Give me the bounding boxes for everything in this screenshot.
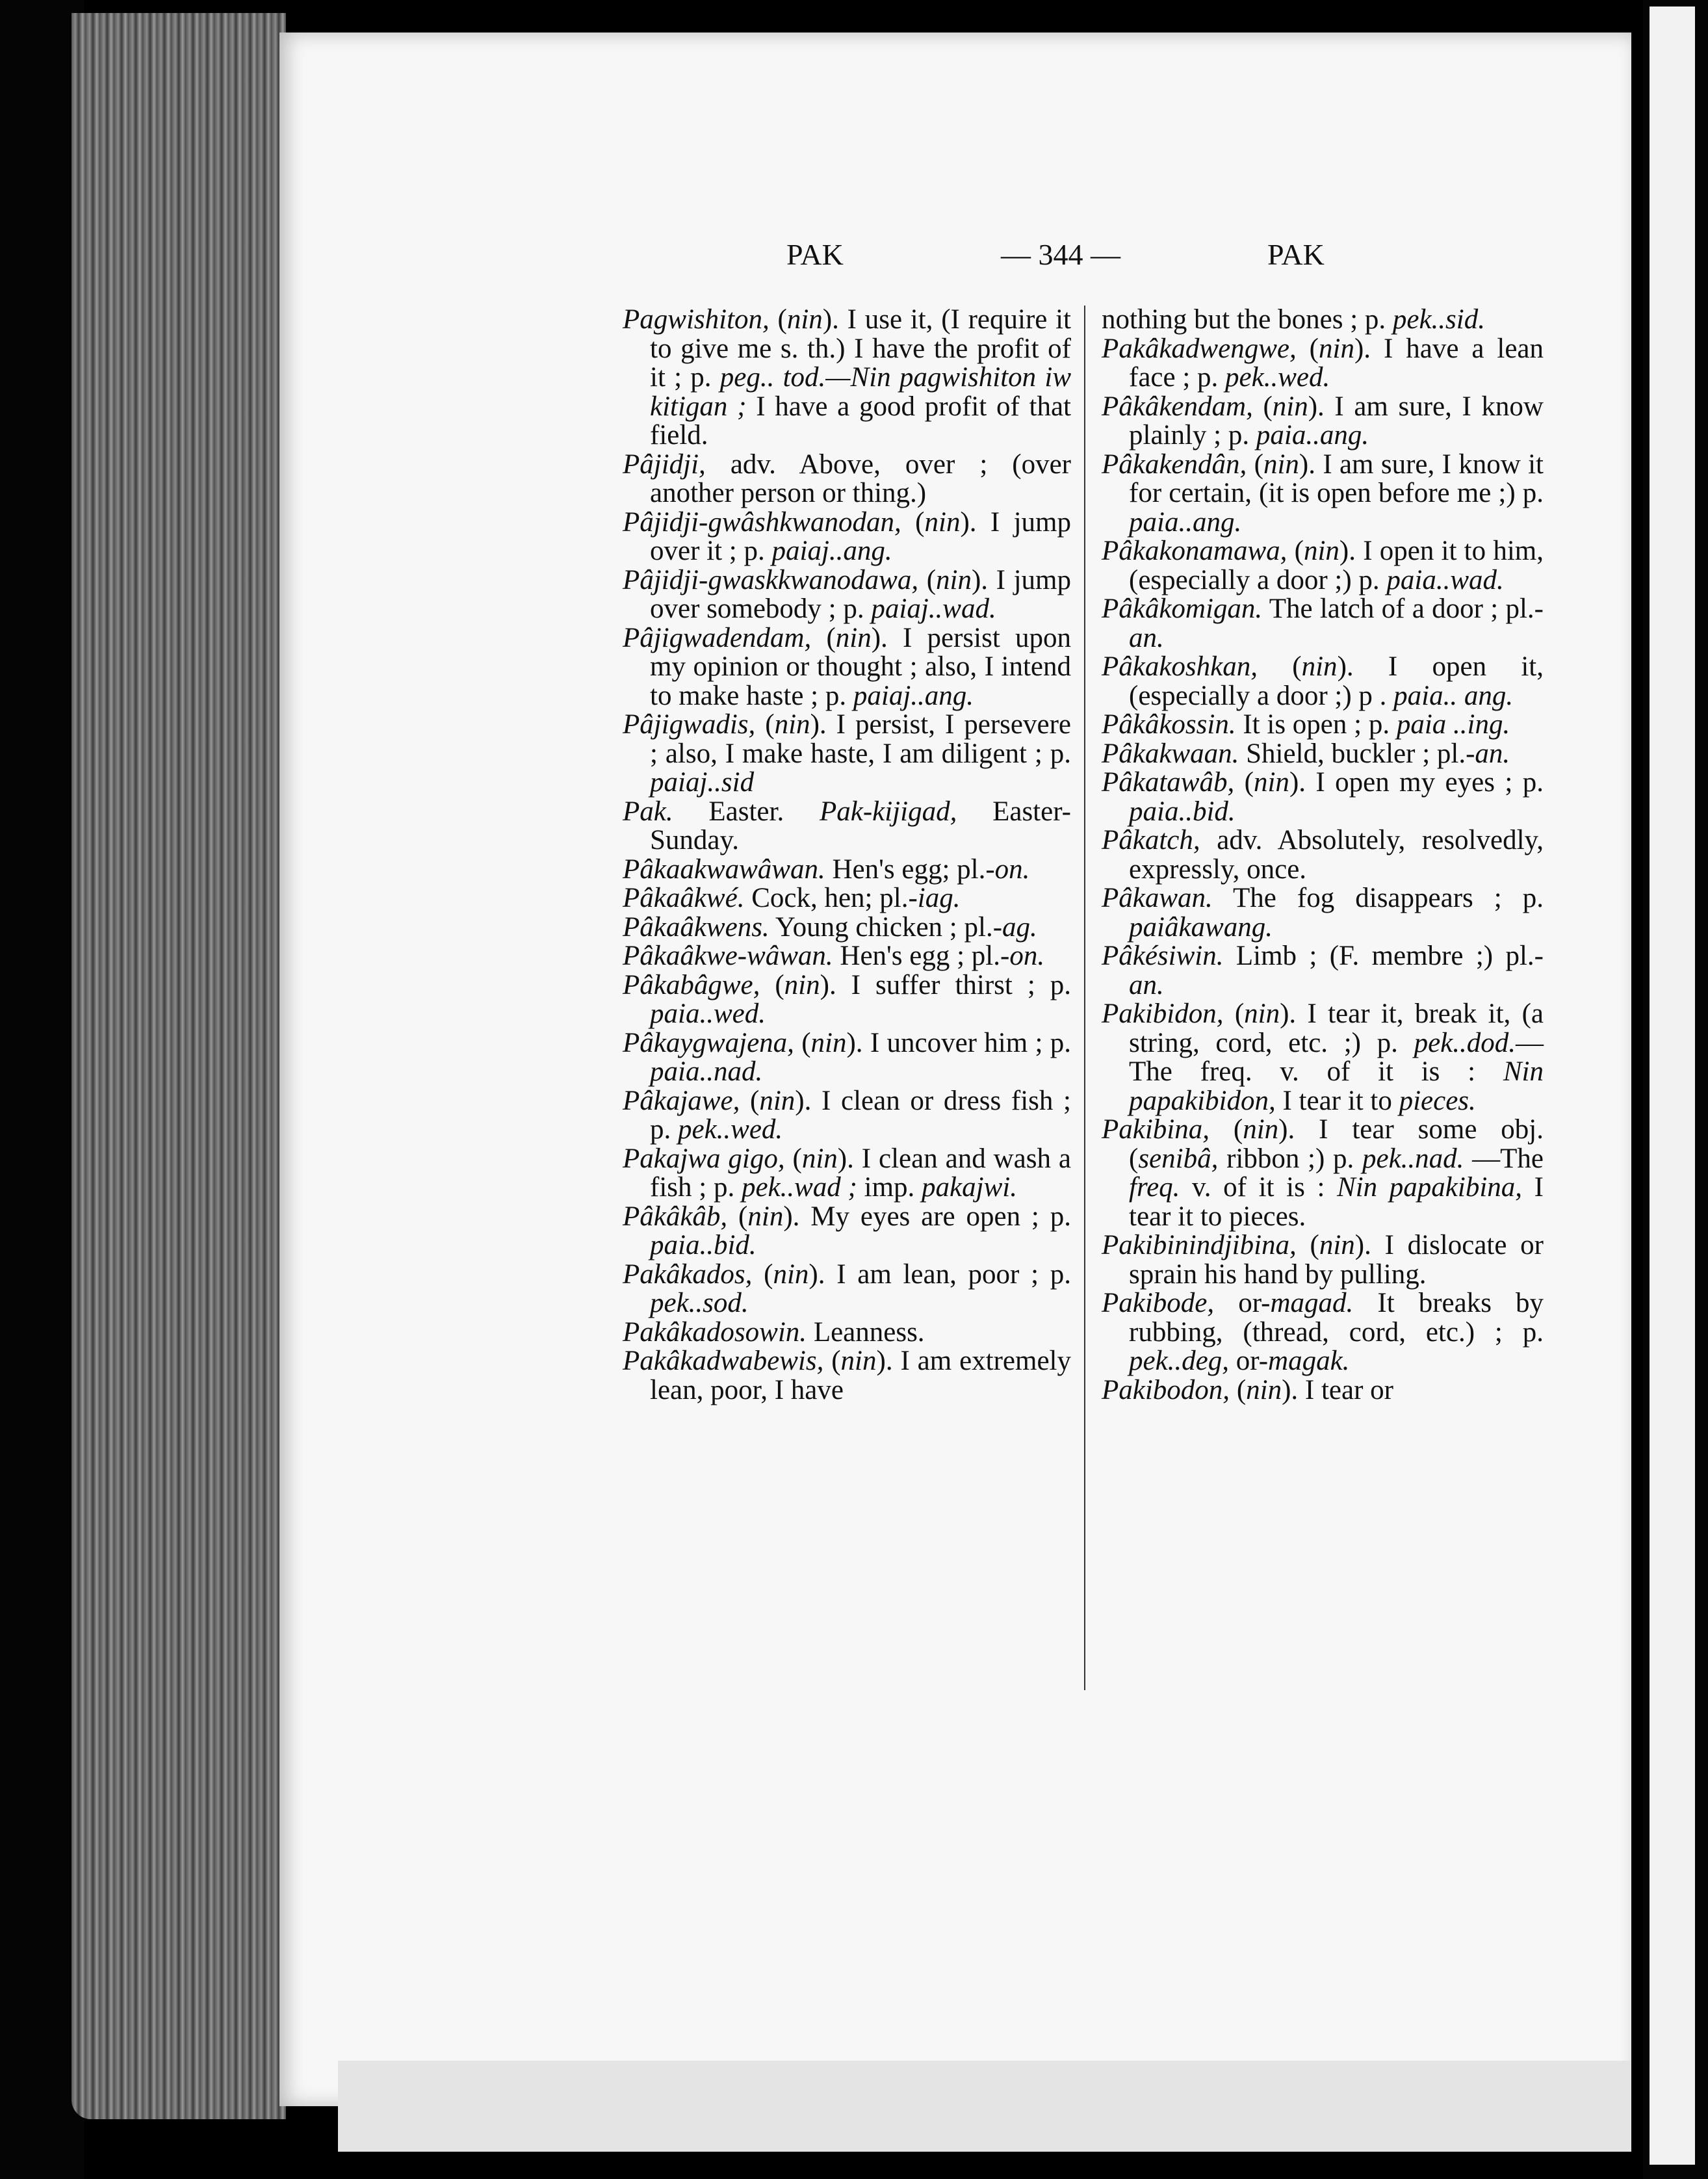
- italic-text: Pâkaâkwé.: [623, 883, 745, 913]
- italic-text: nin: [773, 1259, 809, 1290]
- italic-text: nin: [810, 1027, 847, 1058]
- dictionary-entry: [623, 508, 1071, 566]
- italic-text: Pâkakonamawa,: [1102, 536, 1287, 566]
- dictionary-entry: [1102, 335, 1544, 393]
- italic-text: nin: [784, 969, 820, 1000]
- italic-text: Pâjigwadis,: [623, 709, 756, 740]
- entry-text: ). I am lean, poor ; p.: [809, 1259, 1071, 1290]
- italic-text: nin: [840, 1346, 877, 1376]
- entry-text: or-: [1214, 1288, 1271, 1318]
- right-column: [1102, 306, 1544, 1405]
- italic-text: pek..deg,: [1129, 1346, 1230, 1376]
- entry-text: v. of it is :: [1180, 1172, 1338, 1203]
- entry-text: (: [752, 1259, 773, 1290]
- italic-text: paia..ang.: [1256, 420, 1369, 450]
- entry-text: (: [1234, 767, 1254, 798]
- entry-text: adv. Absolutely, resolvedly, expressly, once.: [1129, 825, 1544, 885]
- italic-text: -iag.: [908, 883, 961, 913]
- italic-text: Pak-kijigad,: [819, 796, 957, 827]
- italic-text: Pâkaakwawâwan.: [623, 854, 825, 885]
- entry-text: ). I jump over somebody ; p.: [650, 564, 1071, 624]
- italic-text: nin: [801, 1143, 838, 1174]
- italic-text: pieces.: [1399, 1085, 1476, 1116]
- italic-text: Pakibidon,: [1102, 998, 1224, 1029]
- italic-text: Pakâkadwabewis,: [623, 1346, 824, 1376]
- dictionary-entry: [1102, 653, 1544, 711]
- dictionary-entry: [1102, 450, 1544, 538]
- italic-text: nin: [1319, 1230, 1355, 1260]
- italic-text: -an.: [1129, 594, 1544, 653]
- italic-text: freq.: [1129, 1172, 1180, 1203]
- entry-text: (: [1223, 998, 1245, 1029]
- dictionary-entry: [623, 1260, 1071, 1318]
- entry-text: adv. Above, over ; (over another person or thing.): [650, 449, 1071, 508]
- entry-text: (: [823, 1346, 841, 1376]
- italic-text: Pâkawan.: [1102, 883, 1213, 913]
- entry-text: Young chicken ; pl.: [769, 911, 993, 943]
- entry-text: ). I persist upon my opinion or thought ; also, I intend to make haste ; p.: [650, 622, 1071, 711]
- italic-text: pek..dod.: [1414, 1027, 1516, 1058]
- italic-text: paia.. ang.: [1393, 680, 1514, 711]
- italic-text: Nin papakibidon,: [1129, 1056, 1544, 1116]
- entry-text: ). I am extremely lean, poor, I have: [650, 1346, 1071, 1405]
- dictionary-entry: [623, 711, 1071, 798]
- italic-text: paia..bid.: [650, 1230, 757, 1260]
- dictionary-entry: [623, 1318, 1071, 1348]
- entry-text: (: [727, 1201, 748, 1232]
- italic-text: nin: [1244, 998, 1280, 1029]
- running-head-right: PAK: [1267, 238, 1325, 271]
- italic-text: Pâkésiwin.: [1102, 941, 1224, 971]
- dictionary-entry: [1102, 1289, 1544, 1376]
- entry-text: ). I open it to him, (especially a door ;) p.: [1129, 536, 1544, 595]
- entry-text: (: [811, 622, 836, 653]
- entry-text: ). I open my eyes ; p.: [1289, 767, 1544, 798]
- entry-text: I tear it to: [1275, 1085, 1399, 1116]
- dictionary-entry: [1102, 740, 1544, 769]
- italic-text: nin: [786, 304, 823, 335]
- entry-text: (: [769, 304, 787, 335]
- entry-text: I tear it to pieces.: [1129, 1172, 1544, 1232]
- italic-text: Pâkaâkwe-wâwan.: [623, 941, 833, 971]
- entry-text: or-: [1229, 1346, 1269, 1376]
- italic-text: nin: [1243, 1114, 1279, 1145]
- entry-text: Easter-Sunday.: [650, 796, 1071, 855]
- dictionary-entry: [1102, 711, 1544, 740]
- italic-text: Pâjigwadendam,: [623, 622, 812, 653]
- italic-text: Pakâkados,: [623, 1259, 753, 1290]
- italic-text: senibâ,: [1138, 1143, 1219, 1174]
- entry-text: The latch of a door ; pl.: [1262, 594, 1534, 624]
- entry-text: (: [1230, 1374, 1247, 1405]
- entry-text: (: [740, 1085, 760, 1116]
- italic-text: paia..wad.: [1386, 564, 1504, 595]
- dictionary-entry: [623, 1087, 1071, 1145]
- dictionary-entry: [623, 1029, 1071, 1087]
- italic-text: Pâkakwaan.: [1102, 738, 1239, 769]
- italic-text: pek..wad ;: [741, 1172, 857, 1203]
- italic-text: Pakibina,: [1102, 1114, 1210, 1145]
- italic-text: Pâkâkomigan.: [1102, 594, 1263, 624]
- entry-text: Hen's egg; pl.: [825, 854, 986, 885]
- entry-text: (: [1252, 391, 1273, 422]
- italic-text: nin: [774, 709, 810, 740]
- dictionary-entry: [1102, 768, 1544, 826]
- italic-text: Pagwishiton,: [623, 304, 770, 335]
- italic-text: nin: [747, 1201, 784, 1232]
- italic-text: paia..bid.: [1129, 796, 1236, 827]
- entry-text: It breaks by rubbing, (thread, cord, etc.) ; p.: [1129, 1288, 1544, 1348]
- entry-text: It is open ; p.: [1236, 709, 1397, 740]
- italic-text: nin: [1253, 767, 1289, 798]
- entry-text: ). I uncover him ; p.: [846, 1027, 1071, 1058]
- italic-text: Pâkaygwajena,: [623, 1027, 794, 1058]
- dictionary-entry: [623, 1203, 1071, 1260]
- italic-text: Pâkatch,: [1102, 825, 1200, 855]
- dictionary-entry: [1102, 1231, 1544, 1289]
- dictionary-entry: [623, 942, 1071, 971]
- entry-text: ). I suffer thirst ; p.: [820, 969, 1071, 1000]
- running-head-left: PAK: [786, 238, 844, 271]
- dictionary-entry: [1102, 884, 1544, 942]
- entry-text: ). I clean and wash a fish ; p.: [650, 1143, 1071, 1203]
- italic-text: paiaj..wad.: [871, 594, 996, 624]
- italic-text: nin: [1272, 391, 1308, 422]
- entry-text: ). I use it, (I require it to give me s. th.) I have the profit of it ; p.: [650, 304, 1071, 393]
- italic-text: paia..wed.: [650, 998, 766, 1029]
- entry-text: (: [1247, 449, 1263, 480]
- entry-text: (: [755, 709, 775, 740]
- entry-text: (: [1210, 1114, 1243, 1145]
- italic-text: nin: [1301, 651, 1338, 682]
- entry-text: I have a good profit of that field.: [650, 391, 1072, 450]
- column-divider: [1084, 306, 1085, 1690]
- entry-text: — The freq. v. of it is :: [1129, 1027, 1544, 1087]
- italic-text: Pâkaâkwens.: [623, 911, 770, 943]
- entry-text: nothing but the bones ; p.: [1102, 304, 1393, 335]
- page-number: — 344 —: [1001, 238, 1120, 271]
- dictionary-entry: [1102, 826, 1544, 884]
- entry-text: ). I tear some obj. (: [1129, 1114, 1544, 1174]
- dictionary-entry: [623, 450, 1071, 508]
- entry-text: (: [901, 506, 925, 538]
- entry-text: (: [1287, 536, 1304, 566]
- italic-text: nin: [924, 506, 961, 538]
- italic-text: paiaj..ang.: [853, 680, 974, 711]
- italic-text: -on.: [1000, 941, 1045, 971]
- italic-text: nin: [936, 564, 972, 595]
- book-page-edges: [71, 13, 286, 2119]
- entry-text: imp.: [857, 1172, 922, 1203]
- entry-text: Leanness.: [807, 1316, 925, 1348]
- italic-text: pek..sid.: [1392, 304, 1485, 335]
- entry-text: ). I dislocate or sprain his hand by pulling.: [1129, 1230, 1544, 1290]
- italic-text: Pâkajawe,: [623, 1085, 740, 1116]
- italic-text: Pâkâkossin.: [1102, 709, 1236, 740]
- entry-text: (: [1258, 651, 1302, 682]
- italic-text: pek..wed.: [678, 1114, 783, 1145]
- dictionary-entry: [623, 798, 1071, 855]
- entry-text: ). I am sure, I know plainly ; p.: [1129, 391, 1544, 450]
- dictionary-entry: [1102, 942, 1544, 1000]
- italic-text: Pakajwa gigo,: [623, 1143, 785, 1174]
- entry-text: ). I open it, (especially a door ;) p .: [1129, 651, 1544, 711]
- italic-text: Nin papakibina,: [1337, 1172, 1523, 1203]
- entry-text: (: [784, 1143, 802, 1174]
- italic-text: nin: [1303, 536, 1339, 566]
- entry-text: Cock, hen; pl.: [744, 883, 909, 913]
- entry-text: (: [794, 1027, 811, 1058]
- italic-text: pek..nad.: [1362, 1143, 1464, 1174]
- italic-text: Pâkatawâb,: [1102, 767, 1235, 798]
- entry-text: ). I have a lean face ; p.: [1129, 333, 1544, 393]
- italic-text: paia..ang.: [1129, 506, 1242, 538]
- left-column: [623, 306, 1071, 1405]
- page-bottom-edge: [338, 2061, 1631, 2152]
- italic-text: Pâkakoshkan,: [1102, 651, 1258, 682]
- italic-text: nin: [835, 622, 872, 653]
- italic-text: paia ..ing.: [1396, 709, 1510, 740]
- italic-text: pek..sod.: [650, 1288, 749, 1318]
- italic-text: paiaj..ang.: [771, 536, 892, 566]
- entry-text: Shield, buckler ; pl.: [1239, 738, 1466, 769]
- italic-text: Pâjidji-gwâshkwanodan,: [623, 506, 901, 538]
- entry-text: Limb ; (F. membre ;) pl.: [1223, 941, 1534, 971]
- entry-text: ). I clean or dress fish ; p.: [650, 1085, 1072, 1145]
- entry-text: (: [760, 969, 784, 1000]
- italic-text: paia..nad.: [650, 1056, 763, 1087]
- entry-text: (: [1296, 1230, 1319, 1260]
- dictionary-entry: [623, 1145, 1071, 1203]
- entry-text: Hen's egg ; pl.: [833, 941, 1000, 971]
- italic-text: Pakibode,: [1102, 1288, 1215, 1318]
- italic-text: Pâjidji-gwaskkwanodawa,: [623, 564, 919, 595]
- dictionary-entry: [1102, 393, 1544, 450]
- italic-text: peg.. tod.—Nin pagwishiton iw kitigan ;: [650, 362, 1071, 422]
- dictionary-entry: [623, 306, 1071, 450]
- italic-text: Pakibinindjibina,: [1102, 1230, 1297, 1260]
- dictionary-entry: [623, 566, 1071, 624]
- italic-text: -an.: [1129, 941, 1544, 1000]
- dictionary-entry: [623, 884, 1071, 913]
- italic-text: nin: [759, 1085, 796, 1116]
- dictionary-entry: [1102, 595, 1544, 653]
- italic-text: Pakâkadosowin.: [623, 1316, 807, 1348]
- italic-text: -ag.: [992, 911, 1037, 943]
- facing-page-edge: [1650, 7, 1695, 2165]
- dictionary-entry: [623, 971, 1071, 1029]
- entry-text: ). I tear or: [1282, 1374, 1393, 1405]
- dictionary-entry: [1102, 537, 1544, 595]
- dictionary-entry: [623, 913, 1071, 943]
- entry-text: ). I jump over it ; p.: [650, 506, 1071, 566]
- dictionary-entry: [1102, 1116, 1544, 1231]
- dictionary-entry: [623, 1347, 1071, 1405]
- dictionary-entry: [623, 624, 1071, 711]
- italic-text: Pakâkadwengwe,: [1102, 333, 1297, 364]
- entry-text: (: [918, 564, 937, 595]
- italic-text: Pâkâkâb,: [623, 1201, 728, 1232]
- entry-text: —The: [1464, 1143, 1544, 1174]
- italic-text: pek..wed.: [1225, 362, 1330, 393]
- italic-text: paiaj..sid: [650, 767, 755, 798]
- entry-text: ). My eyes are open ; p.: [783, 1201, 1071, 1232]
- italic-text: Pâkakendân,: [1102, 449, 1247, 480]
- italic-text: magad.: [1270, 1288, 1354, 1318]
- entry-text: The fog disappears ; p.: [1212, 883, 1544, 913]
- italic-text: nin: [1319, 333, 1354, 364]
- italic-text: paiâkawang.: [1129, 911, 1273, 943]
- italic-text: Pakibodon,: [1102, 1374, 1230, 1405]
- entry-text: (: [1296, 333, 1319, 364]
- italic-text: -an.: [1466, 738, 1510, 769]
- dictionary-entry: [623, 855, 1071, 885]
- entry-text: ). I tear it, break it, (a string, cord, etc. ;) p.: [1129, 998, 1544, 1058]
- running-head: [786, 237, 1358, 283]
- italic-text: Pâkabâgwe,: [623, 969, 760, 1000]
- entry-text: Easter.: [673, 796, 820, 827]
- italic-text: nin: [1263, 449, 1299, 480]
- italic-text: pakajwi.: [922, 1172, 1017, 1203]
- italic-text: Pâkâkendam,: [1102, 391, 1253, 422]
- dictionary-entry: [1102, 1376, 1544, 1405]
- italic-text: nin: [1246, 1374, 1282, 1405]
- italic-text: Pâjidji,: [623, 449, 706, 480]
- dictionary-entry-continuation: [1102, 306, 1544, 335]
- italic-text: Pak.: [623, 796, 673, 827]
- entry-text: ribbon ;) p.: [1218, 1143, 1362, 1174]
- italic-text: -on.: [985, 854, 1030, 885]
- italic-text: magak.: [1268, 1346, 1350, 1376]
- entry-text: ). I am sure, I know it for certain, (it is open before me ;) p.: [1129, 449, 1544, 508]
- entry-text: ). I persist, I persevere ; also, I make haste, I am diligent ; p.: [650, 709, 1071, 769]
- dictionary-entry: [1102, 1000, 1544, 1116]
